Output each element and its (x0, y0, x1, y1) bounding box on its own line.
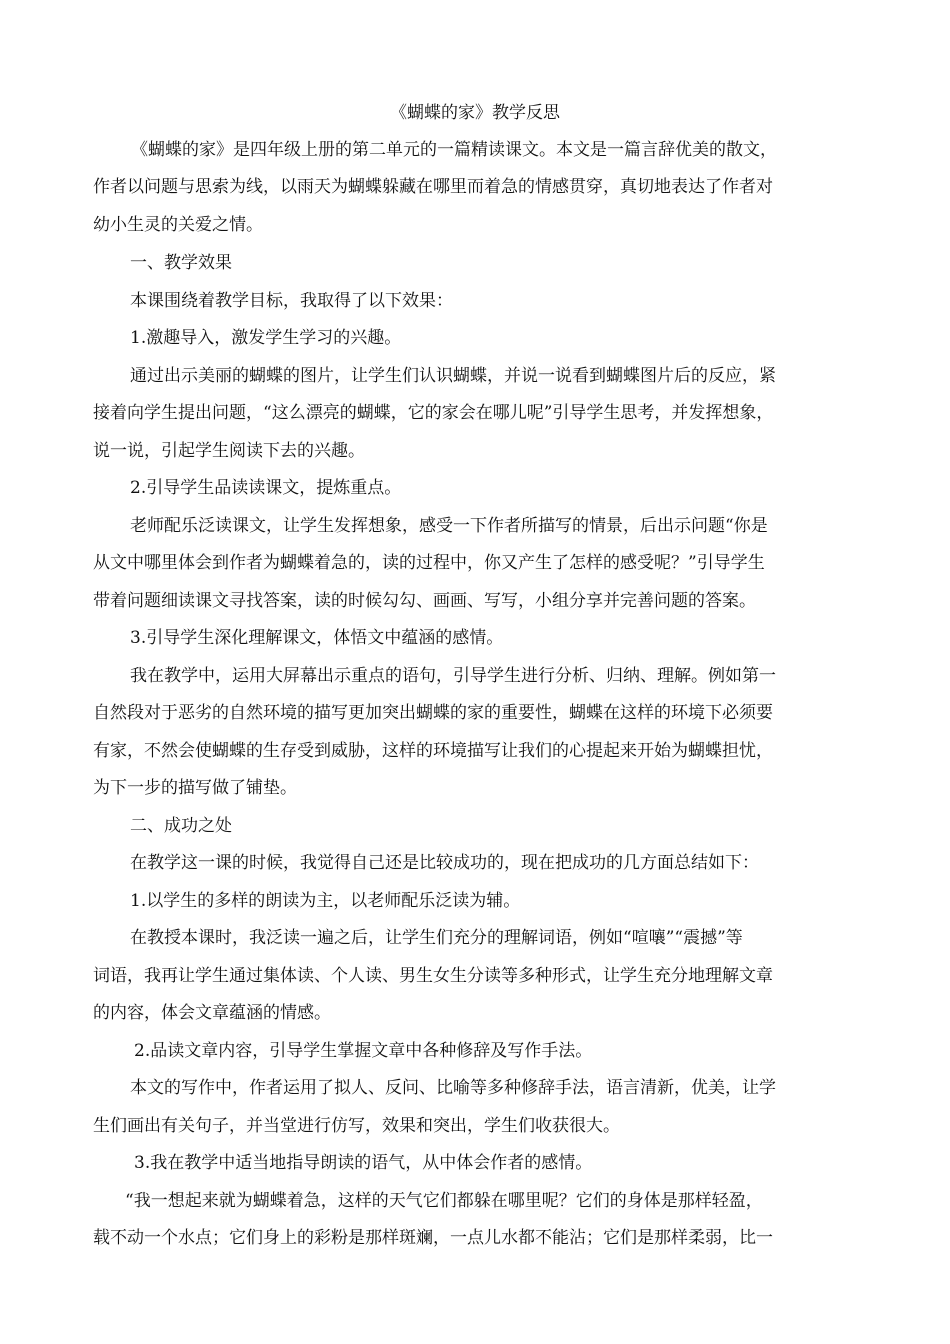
paragraph-line: 带着问题细读课文寻找答案，读的时候勾勾、画画、写写，小组分享并完善问题的答案。 (93, 591, 756, 611)
paragraph-line: 幼小生灵的关爱之情。 (93, 215, 263, 235)
paragraph-line: 从文中哪里体会到作者为蝴蝶着急的，读的过程中，你又产生了怎样的感受呢？”引导学生 (93, 553, 765, 573)
subheading: 2.引导学生品读读课文，提炼重点。 (130, 478, 402, 498)
paragraph-line: 作者以问题与思索为线，以雨天为蝴蝶躲藏在哪里而着急的情感贯穿，真切地表达了作者对 (93, 177, 773, 197)
paragraph-line: 词语，我再让学生通过集体读、个人读、男生女生分读等多种形式，让学生充分地理解文章 (93, 966, 773, 986)
paragraph-line: 老师配乐泛读课文，让学生发挥想象，感受一下作者所描写的情景，后出示问题“你是 (130, 516, 768, 536)
document-title: 《蝴蝶的家》教学反思 (390, 103, 560, 123)
paragraph-line: 我在教学中，运用大屏幕出示重点的语句，引导学生进行分析、归纳、理解。例如第一 (130, 666, 776, 686)
subheading: 1.以学生的多样的朗读为主，以老师配乐泛读为辅。 (130, 891, 521, 911)
paragraph-line: 自然段对于恶劣的自然环境的描写更加突出蝴蝶的家的重要性，蝴蝶在这样的环境下必须要 (93, 703, 773, 723)
paragraph-line: 说一说，引起学生阅读下去的兴趣。 (93, 441, 365, 461)
section-heading: 二、成功之处 (130, 816, 232, 836)
paragraph-line: 《蝴蝶的家》是四年级上册的第二单元的一篇精读课文。本文是一篇言辞优美的散文， (131, 140, 777, 160)
paragraph-line: 有家，不然会使蝴蝶的生存受到威胁，这样的环境描写让我们的心提起来开始为蝴蝶担忧， (93, 741, 773, 761)
subheading: 3.引导学生深化理解课文，体悟文中蕴涵的感情。 (130, 628, 504, 648)
paragraph-line: 本文的写作中，作者运用了拟人、反问、比喻等多种修辞手法，语言清新，优美，让学 (130, 1078, 776, 1098)
paragraph-line: 通过出示美丽的蝴蝶的图片，让学生们认识蝴蝶，并说一说看到蝴蝶图片后的反应，紧 (130, 366, 776, 386)
paragraph-line: 在教学这一课的时候，我觉得自己还是比较成功的，现在把成功的几方面总结如下： (130, 853, 759, 873)
paragraph-line: 本课围绕着教学目标，我取得了以下效果： (130, 291, 453, 311)
subheading: 1.激趣导入，激发学生学习的兴趣。 (130, 328, 402, 348)
paragraph-line: 为下一步的描写做了铺垫。 (93, 778, 297, 798)
paragraph-line: 接着向学生提出问题，“这么漂亮的蝴蝶，它的家会在哪儿呢”引导学生思考，并发挥想象， (93, 403, 774, 423)
paragraph-line: 在教授本课时，我泛读一遍之后，让学生们充分的理解词语，例如“喧嚷”“震撼”等 (130, 928, 743, 948)
paragraph-line: 的内容，体会文章蕴涵的情感。 (93, 1003, 331, 1023)
section-heading: 一、教学效果 (130, 253, 232, 273)
paragraph-line: 生们画出有关句子，并当堂进行仿写，效果和突出，学生们收获很大。 (93, 1116, 620, 1136)
subheading: 2.品读文章内容，引导学生掌握文章中各种修辞及写作手法。 (134, 1041, 593, 1061)
subheading: 3.我在教学中适当地指导朗读的语气，从中体会作者的感情。 (134, 1153, 593, 1173)
paragraph-line: “我一想起来就为蝴蝶着急，这样的天气它们都躲在哪里呢？它们的身体是那样轻盈， (125, 1191, 763, 1211)
paragraph-line: 载不动一个水点；它们身上的彩粉是那样斑斓，一点儿水都不能沾；它们是那样柔弱，比一 (93, 1228, 773, 1248)
